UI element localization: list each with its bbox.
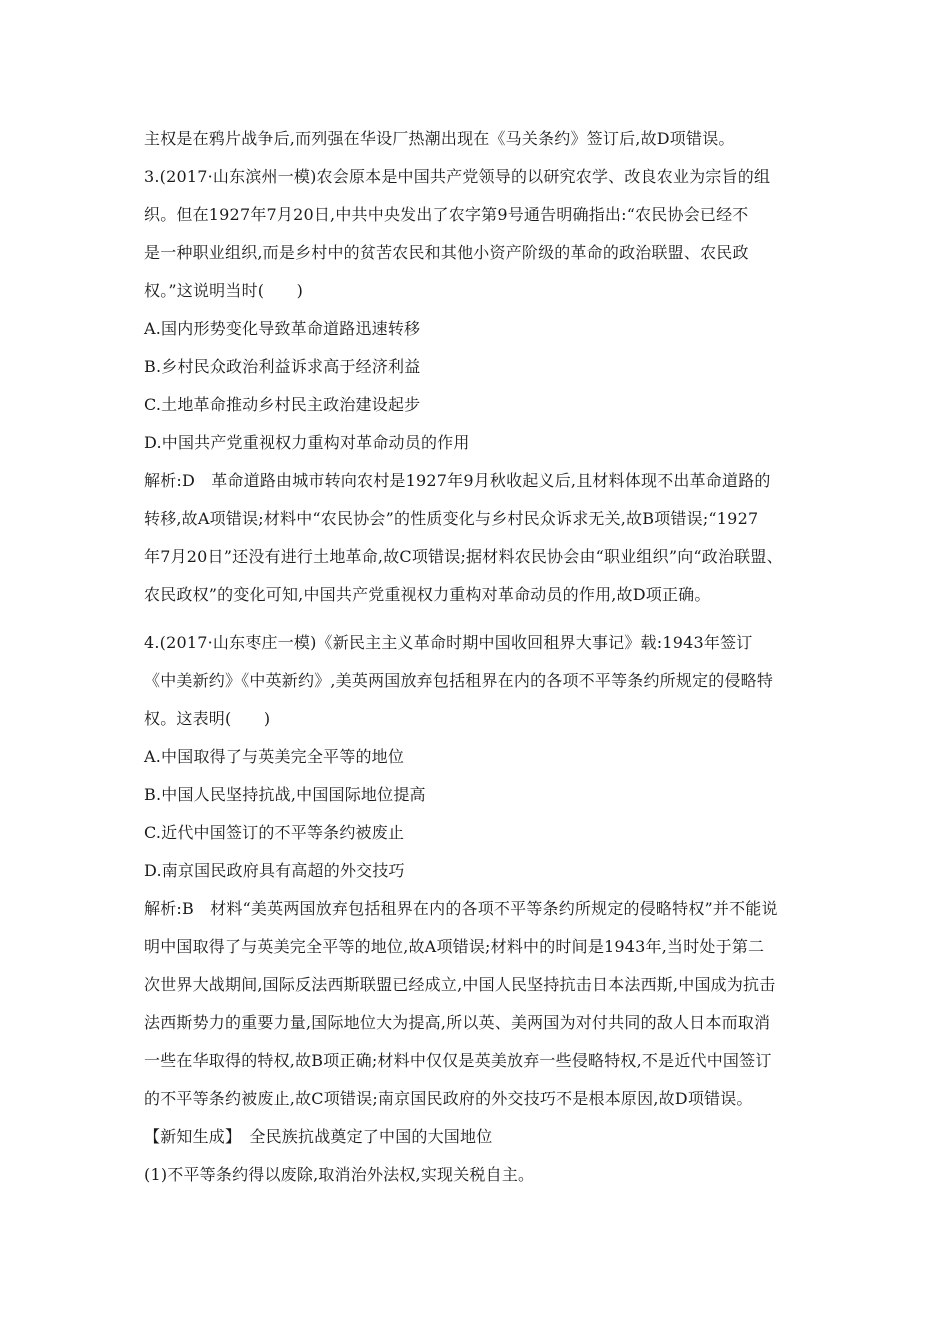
question-3-stem: 3.(2017·山东滨州一模)农会原本是中国共产党领导的以研究农学、改良农业为宗旨的组	[144, 167, 771, 186]
text-line: 织。但在1927年7月20日,中共中央发出了农字第9号通告明确指出:“农民协会已经不	[144, 205, 749, 224]
text-line: 的不平等条约被废止,故C项错误;南京国民政府的外交技巧不是根本原因,故D项错误。	[144, 1089, 753, 1108]
text-line: 权。”这说明当时( )	[144, 281, 304, 300]
text-line: 次世界大战期间,国际反法西斯联盟已经成立,中国人民坚持抗击日本法西斯,中国成为抗击	[144, 975, 776, 994]
option-c: C.土地革命推动乡村民主政治建设起步	[144, 395, 421, 414]
option-c: C.近代中国签订的不平等条约被废止	[144, 823, 405, 842]
option-b: B.乡村民众政治利益诉求高于经济利益	[144, 357, 421, 376]
option-a: A.国内形势变化导致革命道路迅速转移	[144, 319, 421, 338]
section-heading: 【新知生成】 全民族抗战奠定了中国的大国地位	[144, 1127, 493, 1146]
text-line: 一些在华取得的特权,故B项正确;材料中仅仅是英美放弃一些侵略特权,不是近代中国签订	[144, 1051, 772, 1070]
text-line: 法西斯势力的重要力量,国际地位大为提高,所以英、美两国为对付共同的敌人日本而取消	[144, 1013, 771, 1032]
text-line: (1)不平等条约得以废除,取消治外法权,实现关税自主。	[144, 1165, 535, 1184]
text-line: 权。这表明( )	[144, 709, 271, 728]
analysis-4: 解析:B 材料“美英两国放弃包括租界在内的各项不平等条约所规定的侵略特权”并不能说	[144, 899, 778, 918]
analysis-3: 解析:D 革命道路由城市转向农村是1927年9月秋收起义后,且材料体现不出革命道路的	[144, 471, 771, 490]
text-line: 年7月20日”还没有进行土地革命,故C项错误;据材料农民协会由“职业组织”向“政治联盟、	[144, 547, 783, 566]
option-d: D.中国共产党重视权力重构对革命动员的作用	[144, 433, 470, 452]
text-line: 明中国取得了与英美完全平等的地位,故A项错误;材料中的时间是1943年,当时处于第二	[144, 937, 765, 956]
option-a: A.中国取得了与英美完全平等的地位	[144, 747, 405, 766]
option-d: D.南京国民政府具有高超的外交技巧	[144, 861, 405, 880]
text-line: 主权是在鸦片战争后,而列强在华设厂热潮出现在《马关条约》签订后,故D项错误。	[144, 129, 735, 148]
text-line: 《中美新约》《中英新约》,美英两国放弃包括租界在内的各项不平等条约所规定的侵略特	[144, 671, 774, 690]
text-line: 是一种职业组织,而是乡村中的贫苦农民和其他小资产阶级的革命的政治联盟、农民政	[144, 243, 749, 262]
question-4-stem: 4.(2017·山东枣庄一模)《新民主主义革命时期中国收回租界大事记》载:1943年签订	[144, 633, 753, 652]
text-line: 农民政权”的变化可知,中国共产党重视权力重构对革命动员的作用,故D项正确。	[144, 585, 711, 604]
text-line: 转移,故A项错误;材料中“农民协会”的性质变化与乡村民众诉求无关,故B项错误;“1927	[144, 509, 759, 528]
option-b: B.中国人民坚持抗战,中国国际地位提高	[144, 785, 426, 804]
